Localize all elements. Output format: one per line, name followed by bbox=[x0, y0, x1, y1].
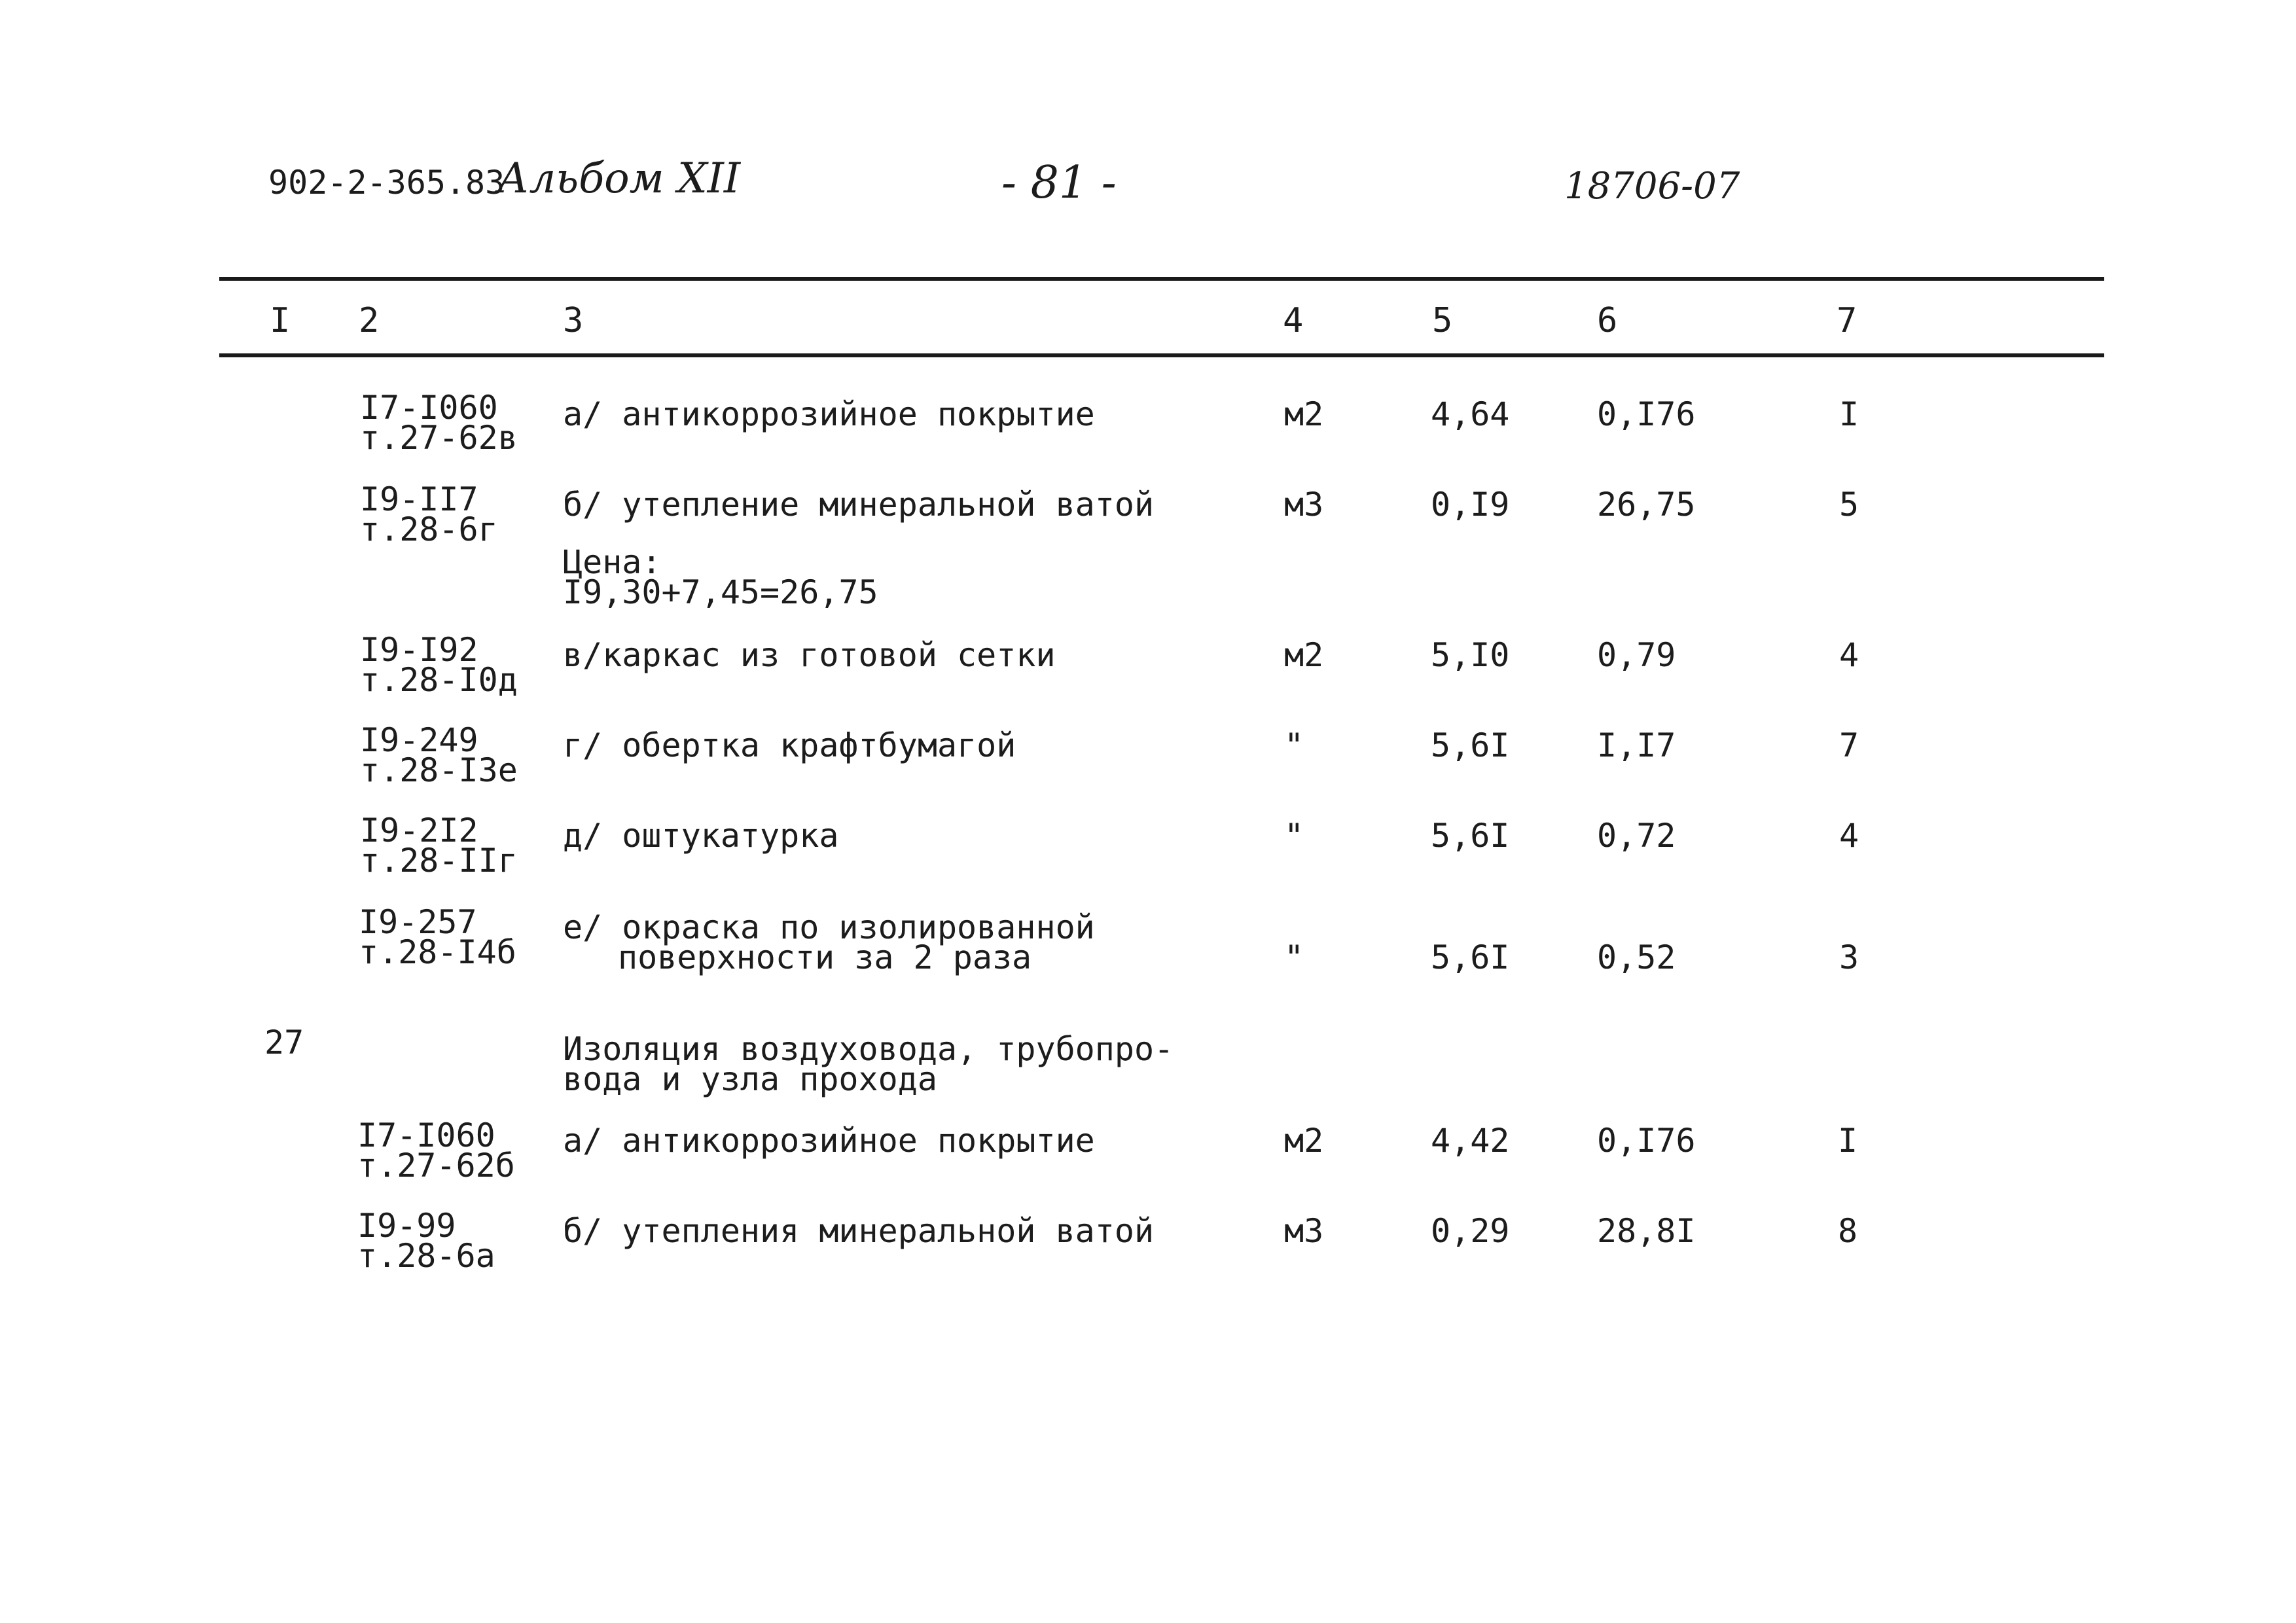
row-qty: 0,I9 bbox=[1431, 486, 1510, 524]
row-col7: 3 bbox=[1839, 938, 1859, 976]
row-col7: I bbox=[1839, 395, 1859, 433]
row-price: 26,75 bbox=[1597, 486, 1696, 524]
table-top-rule bbox=[219, 277, 2104, 281]
row-ref: т.28-IIг bbox=[360, 842, 518, 880]
row-qty: 4,64 bbox=[1431, 395, 1510, 433]
row-code: I9-2I2 bbox=[360, 812, 478, 849]
album-label: Альбом XII bbox=[497, 154, 741, 203]
col-header-4: 4 bbox=[1283, 301, 1304, 340]
row-price: 0,52 bbox=[1597, 938, 1676, 976]
row-qty: 5,I0 bbox=[1431, 636, 1510, 674]
row-price: I,I7 bbox=[1597, 726, 1676, 764]
row-desc: г/ обертка крафтбумагой bbox=[563, 726, 1016, 764]
section-number: 27 bbox=[264, 1024, 304, 1061]
doc-code: 902-2-365.83 bbox=[268, 164, 505, 202]
row-code: I9-249 bbox=[360, 721, 478, 759]
row-unit: м2 bbox=[1284, 636, 1324, 674]
row-col7: 5 bbox=[1839, 486, 1859, 524]
row-qty: 0,29 bbox=[1431, 1212, 1510, 1250]
row-qty: 4,42 bbox=[1431, 1122, 1510, 1160]
col-header-2: 2 bbox=[359, 301, 380, 340]
price-note-label: Цена: bbox=[563, 543, 662, 581]
row-ref: т.28-6г bbox=[360, 510, 498, 548]
col-header-1: I bbox=[270, 301, 291, 340]
row-unit: " bbox=[1284, 726, 1304, 764]
row-price: 0,I76 bbox=[1597, 1122, 1696, 1160]
row-price: 0,72 bbox=[1597, 817, 1676, 855]
row-desc: а/ антикоррозийное покрытие bbox=[563, 1122, 1095, 1160]
section-title-cont: вода и узла прохода bbox=[563, 1060, 937, 1098]
row-desc: а/ антикоррозийное покрытие bbox=[563, 395, 1095, 433]
row-qty: 5,6I bbox=[1431, 726, 1510, 764]
col-header-6: 6 bbox=[1597, 301, 1618, 340]
row-unit: м2 bbox=[1284, 1122, 1324, 1160]
row-price: 28,8I bbox=[1597, 1212, 1696, 1250]
inventory-number: 18706-07 bbox=[1564, 165, 1740, 207]
row-code: I7-I060 bbox=[360, 389, 498, 427]
row-ref: т.28-6а bbox=[357, 1237, 495, 1275]
row-unit: " bbox=[1284, 938, 1304, 976]
row-code: I7-I060 bbox=[357, 1116, 495, 1154]
row-unit: м2 bbox=[1284, 395, 1324, 433]
price-note-formula: I9,30+7,45=26,75 bbox=[563, 573, 878, 611]
row-col7: 8 bbox=[1838, 1212, 1858, 1250]
row-ref: т.28-I3е bbox=[360, 751, 518, 789]
row-desc: б/ утепление минеральной ватой bbox=[563, 486, 1155, 524]
row-code: I9-257 bbox=[359, 903, 477, 941]
row-col7: 4 bbox=[1839, 636, 1859, 674]
row-ref: т.27-62в bbox=[360, 419, 518, 457]
col-header-5: 5 bbox=[1432, 301, 1453, 340]
page-number: - 81 - bbox=[1001, 157, 1117, 209]
row-ref: т.28-I0д bbox=[360, 661, 518, 699]
row-code: I9-I92 bbox=[360, 631, 478, 669]
row-price: 0,I76 bbox=[1597, 395, 1696, 433]
row-desc: е/ окраска по изолированной bbox=[563, 908, 1095, 946]
row-price: 0,79 bbox=[1597, 636, 1676, 674]
row-col7: 4 bbox=[1839, 817, 1859, 855]
row-code: I9-II7 bbox=[360, 480, 478, 518]
row-desc: д/ оштукатурка bbox=[563, 817, 839, 855]
row-desc: б/ утепления минеральной ватой bbox=[563, 1212, 1155, 1250]
row-desc-cont: поверхности за 2 раза bbox=[618, 938, 1032, 976]
row-qty: 5,6I bbox=[1431, 938, 1510, 976]
row-ref: т.28-I4б bbox=[359, 933, 516, 971]
header-bottom-rule bbox=[219, 353, 2104, 357]
col-header-7: 7 bbox=[1837, 301, 1857, 340]
row-desc: в/каркас из готовой сетки bbox=[563, 636, 1056, 674]
row-col7: I bbox=[1838, 1122, 1858, 1160]
row-unit: м3 bbox=[1284, 1212, 1324, 1250]
row-code: I9-99 bbox=[357, 1207, 456, 1245]
col-header-3: 3 bbox=[563, 301, 584, 340]
row-col7: 7 bbox=[1839, 726, 1859, 764]
row-unit: м3 bbox=[1284, 486, 1324, 524]
section-title: Изоляция воздуховода, трубопро- bbox=[563, 1030, 1174, 1068]
row-ref: т.27-62б bbox=[357, 1147, 515, 1185]
row-unit: " bbox=[1284, 817, 1304, 855]
row-qty: 5,6I bbox=[1431, 817, 1510, 855]
